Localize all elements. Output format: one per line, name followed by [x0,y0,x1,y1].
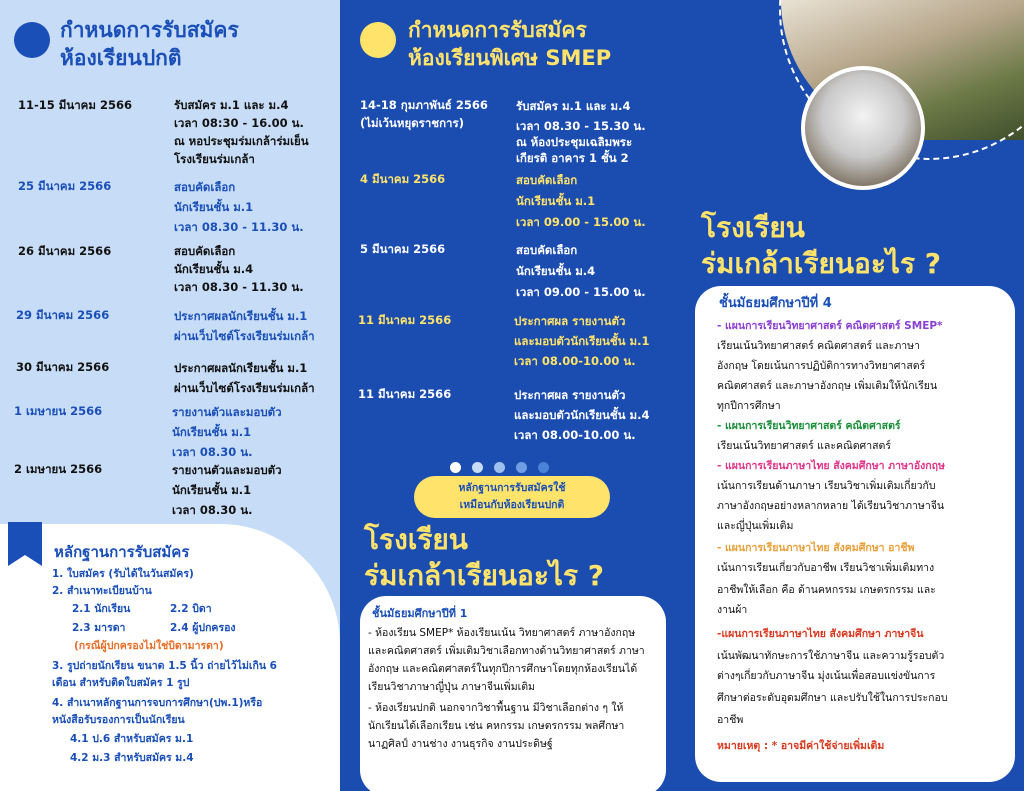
footnote: หมายเหตุ : * อาจมีค่าใช้จ่ายเพิ่มเติม [717,740,885,752]
plan-text: เน้นการเรียนเกี่ยวกับอาชีพ เรียนวิชาเพิ่มเติมทาง [717,562,935,574]
requirement-item: เดือน สำหรับติดใบสมัคร 1 รูป [52,677,190,689]
card-text: และคณิตศาสตร์ เพิ่มเติมวิชาเลือกทางด้านวิทยาศาสตร์ ภาษา [368,645,645,657]
circle-bullet-icon [360,22,396,58]
dot-icon [472,462,483,473]
dot-icon [494,462,505,473]
plan-text: อังกฤษ โดยเน้นการปฏิบัติการทางวิทยาศาสตร์ [717,360,926,372]
card-text: นักเรียนได้เลือกเรียน เช่น คหกรรม เกษตรกรรม พลศึกษา [368,720,625,732]
plan-text: คณิตศาสตร์ และภาษาอังกฤษ เพิ่มเติมให้นักเรียน [717,380,938,392]
plan-heading: - แผนการเรียนภาษาไทย สังคมศึกษา ภาษาอังกฤษ [717,460,945,472]
panel-m4-curriculum [681,0,1024,791]
plan-text: อาชีพให้เลือก คือ ด้านคหกรรม เกษตรกรรม และ [717,584,936,596]
plan-heading: -แผนการเรียนภาษาไทย สังคมศึกษา ภาษาจีน [717,628,924,640]
requirement-note: (กรณีผู้ปกครองไม่ใช่บิดามารดา) [74,640,224,652]
requirement-item: 4. สำเนาหลักฐานการจบการศึกษา(ปพ.1)หรือ [52,697,263,709]
requirement-item: 4.1 ป.6 สำหรับสมัคร ม.1 [70,733,194,745]
card-heading: ชั้นมัธยมศึกษาปีที่ 4 [719,296,832,311]
plan-text: เรียนเน้นวิทยาศาสตร์ คณิตศาสตร์ และภาษา [717,340,920,352]
requirement-item: 3. รูปถ่ายนักเรียน ขนาด 1.5 นิ้ว ถ่ายไว้ไม่เกิน 6 [52,660,277,672]
plan-text: งานผ้า [717,604,748,616]
card-text: - ห้องเรียน SMEP* ห้องเรียนเน้น วิทยาศาสตร์ ภาษาอังกฤษ [368,627,636,639]
pagination-dots [450,458,555,477]
card-text: อังกฤษ และคณิตศาสตร์ในทุกปีการศึกษาโดยทุกห้องเรียนได้ [368,663,638,675]
requirement-item: 2.1 นักเรียน [72,603,131,615]
requirement-item: 2.3 มารดา [72,622,126,634]
plan-heading: - แผนการเรียนภาษาไทย สังคมศึกษา อาชีพ [717,542,915,554]
plan-text: ทุกปีการศึกษา [717,400,781,412]
m1-curriculum-card [360,596,666,791]
ceremony-photo [801,66,925,190]
plan-text: เน้นการเรียนด้านภาษา เรียนวิชาเพิ่มเติมเกี่ยวกับ [717,480,936,492]
card-heading: ชั้นมัธยมศึกษาปีที่ 1 [372,607,468,620]
panel-smep-class: กำหนดการรับสมัคร ห้องเรียนพิเศษ SMEP 14-18 กุมภาพันธ์ 2566 (ไม่เว้นหยุดราชการ) รับสมัคร ม.1 และ ม.4 เวลา 08.30 - 15.30 น. ณ ห้องประชุมเฉลิมพระ เกียรติ อาคาร 1 ชั้น 2 4 มีนาคม 2566 สอบคัดเลือก นักเรียนชั้น ม.1 เวลา 09.00 - 15.00 น. 5 มีนาคม 2566 สอบคัดเลือก นักเรียนชั้น ม.4 เวลา 09.00 - 15.00 น. 11 มีนาคม 2566 ประกาศผล รายงานตัว และมอบตัวนักเรียนชั้น ม.1 เวลา 08.00-10.00 น. 11 มีนาคม 2566 ประกาศผล รายงานตัว และมอบตัวนักเรียนชั้น ม.4 เวลา 08.00-10.00 น. หลักฐานการรับสมัครใช้ เหมือนกับห้องเรียนปกติ โรงเรียน ร่มเกล้าเรียนอะไร ? ชั้นมัธยมศึกษาปีที่ 1 - ห้องเรียน SMEP* ห้องเรียนเน้น วิทยาศาสตร์ ภาษาอังกฤษ และคณิตศาสตร์ เพิ่มเติมวิชาเลือกทางด้านวิทยาศาสตร์ ภาษา อังกฤษ และคณิตศาสตร์ในทุกปีการศึกษาโดยทุกห้องเรียนได้ เรียนวิชาภาษาญี่ปุ่น ภาษาจีนเพิ่มเติม - ห้องเรียนปกติ นอกจากวิชาพื้นฐาน มีวิชาเลือกต่าง ๆ ให้ นักเรียนได้เลือกเรียน เช่น คหกรรม เกษตรกรรม พลศึกษา นาฏศิลป์ งานช่าง งานธุรกิจ งานประดิษฐ์ [340,0,681,791]
card-text: เรียนวิชาภาษาญี่ปุ่น ภาษาจีนเพิ่มเติม [368,681,535,693]
circle-bullet-icon [14,22,50,58]
dot-icon [516,462,527,473]
plan-text: อาชีพ [717,714,744,726]
dot-icon [450,462,461,473]
page-title-regular: กำหนดการรับสมัคร ห้องเรียนปกติ [60,18,239,70]
requirement-item: 1. ใบสมัคร (รับได้ในวันสมัคร) [52,568,194,580]
m4-curriculum-card [695,286,1015,782]
plan-text: ศึกษาต่อระดับอุดมศึกษา และปรับใช้ในการประกอบ [717,692,948,704]
card-text: นาฏศิลป์ งานช่าง งานธุรกิจ งานประดิษฐ์ [368,738,553,750]
requirements-note-pill: หลักฐานการรับสมัครใช้ เหมือนกับห้องเรียนปกติ [414,476,610,518]
plan-text: เรียนเน้นวิทยาศาสตร์ และคณิตศาสตร์ [717,440,891,452]
section-heading: โรงเรียน ร่มเกล้าเรียนอะไร ? [364,523,605,592]
plan-text: และญี่ปุ่นเพิ่มเติม [717,520,794,532]
dot-icon [538,462,549,473]
card-text: - ห้องเรียนปกติ นอกจากวิชาพื้นฐาน มีวิชาเลือกต่าง ๆ ให้ [368,702,624,714]
requirement-item: 2.4 ผู้ปกครอง [170,622,236,634]
requirement-item: 4.2 ม.3 สำหรับสมัคร ม.4 [70,752,194,764]
section-heading: โรงเรียน ร่มเกล้าเรียนอะไร ? [701,211,942,280]
requirements-title: หลักฐานการรับสมัคร [54,543,190,561]
plan-text: ต่างๆเกี่ยวกับภาษาจีน มุ่งเน้นเพื่อสอบแข่งขันการ [717,670,936,682]
requirement-item: 2.2 บิดา [170,603,212,615]
plan-text: เน้นพัฒนาทักษะการใช้ภาษาจีน และความรู้รอบตัว [717,650,945,662]
plan-text: ภาษาอังกฤษอย่างหลากหลาย ได้เรียนวิชาภาษาจีน [717,500,945,512]
plan-heading: - แผนการเรียนวิทยาศาสตร์ คณิตศาสตร์ SMEP* [717,320,943,332]
requirement-item: 2. สำเนาทะเบียนบ้าน [52,585,152,597]
requirement-item: หนังสือรับรองการเป็นนักเรียน [52,714,185,726]
panel-regular-class: กำหนดการรับสมัคร ห้องเรียนปกติ 11-15 มีนาคม 2566 รับสมัคร ม.1 และ ม.4 เวลา 08:30 - 16.00 น. ณ หอประชุมร่มเกล้าร่มเย็น โรงเรียนร่มเกล้า 25 มีนาคม 2566 สอบคัดเลือก นักเรียนชั้น ม.1 เวลา 08.30 - 11.30 น. 26 มีนาคม 2566 สอบคัดเลือก นักเรียนชั้น ม.4 เวลา 08.30 - 11.30 น. 29 มีนาคม 2566 ประกาศผลนักเรียนชั้น ม.1 ผ่านเว็บไซต์โรงเรียนร่มเกล้า 30 มีนาคม 2566 ประกาศผลนักเรียนชั้น ม.1 ผ่านเว็บไซต์โรงเรียนร่มเกล้า 1 เมษายน 2566 รายงานตัวและมอบตัว นักเรียนชั้น ม.1 เวลา 08.30 น. 2 เมษายน 2566 รายงานตัวและมอบตัว นักเรียนชั้น ม.1 เวลา 08.30 น. หลักฐานการรับสมัคร 1. ใบสมัคร (รับได้ในวันสมัคร) 2. สำเนาทะเบียนบ้าน 2.1 นักเรียน 2.2 บิดา 2.3 มารดา 2.4 ผู้ปกครอง (กรณีผู้ปกครองไม่ใช่บิดามารดา) 3. รูปถ่ายนักเรียน ขนาด 1.5 นิ้ว ถ่ายไว้ไม่เกิน 6 เดือน สำหรับติดใบสมัคร 1 รูป 4. สำเนาหลักฐานการจบการศึกษา(ปพ.1)หรือ หนังสือรับรองการเป็นนักเรียน 4.1 ป.6 สำหรับสมัคร ม.1 4.2 ม.3 สำหรับสมัคร ม.4 [0,0,340,791]
plan-heading: - แผนการเรียนวิทยาศาสตร์ คณิตศาสตร์ [717,420,901,432]
page-title-smep: กำหนดการรับสมัคร ห้องเรียนพิเศษ SMEP [408,18,612,70]
